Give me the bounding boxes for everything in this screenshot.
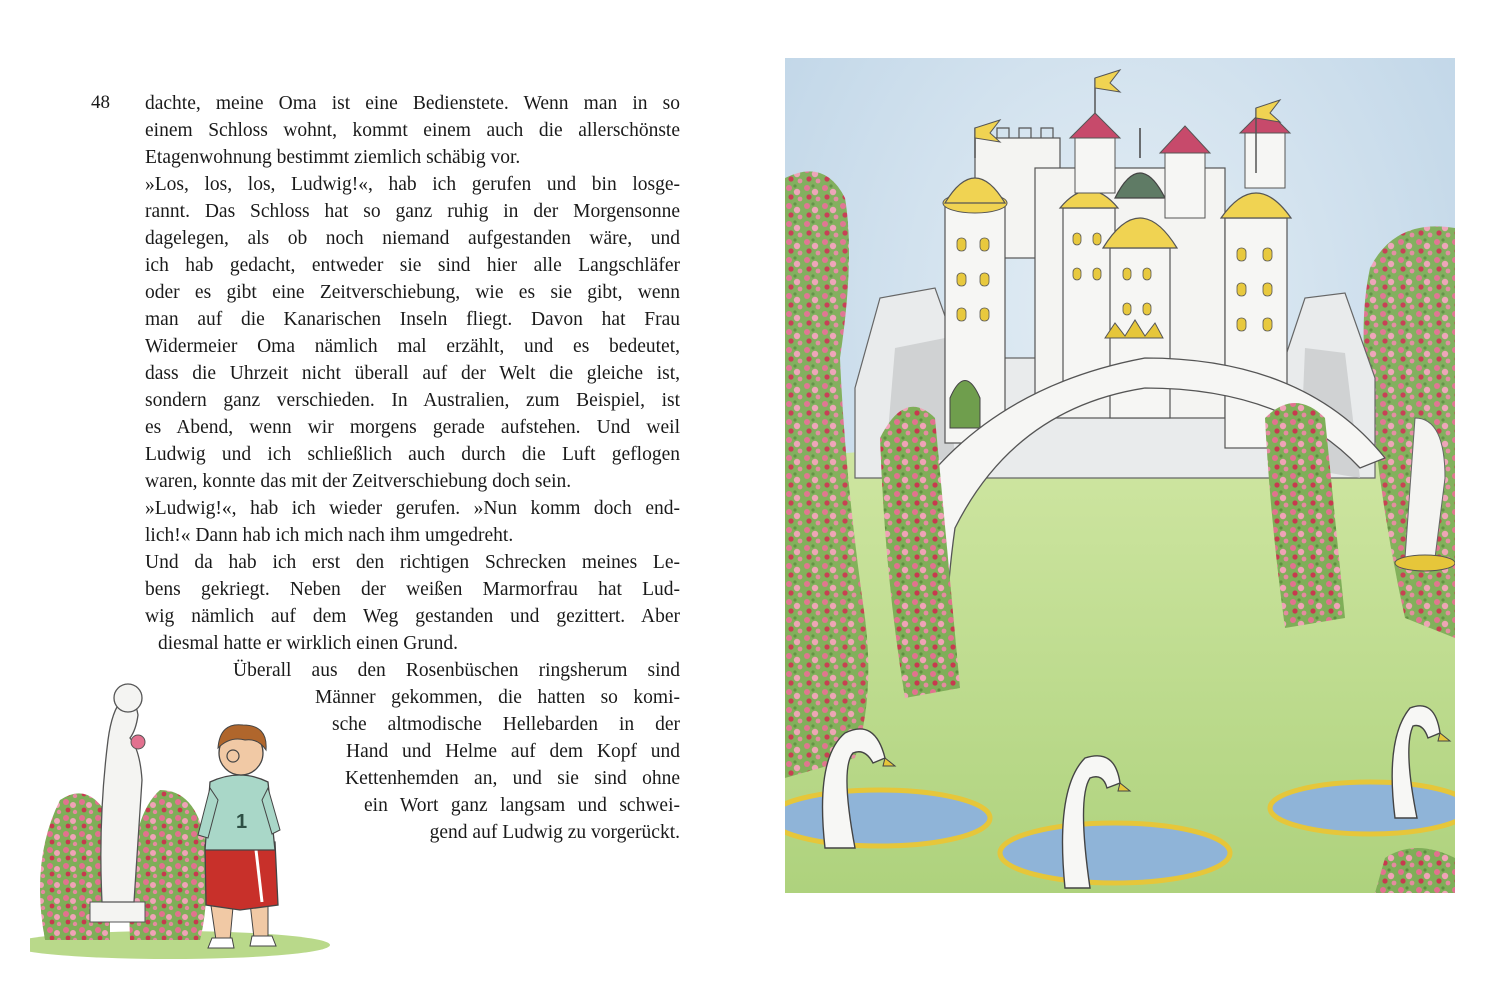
text-line: Etagenwohnung bestimmt ziemlich schäbig vor. bbox=[145, 147, 521, 168]
text-line: dagelegen, als ob noch niemand aufgestanden wäre, und bbox=[145, 228, 680, 249]
text-line: oder es gibt eine Zeitverschiebung, wie es sie gibt, wenn bbox=[145, 282, 680, 303]
text-line: waren, konnte das mit der Zeitverschiebung doch sein. bbox=[145, 471, 572, 492]
text-line: Und da hab ich erst den richtigen Schrecken meines Le- bbox=[145, 552, 680, 573]
boy-statue-illustration bbox=[30, 670, 370, 960]
text-line: sondern ganz verschieden. In Australien, zum Beispiel, ist bbox=[145, 390, 680, 411]
text-line: Überall aus den Rosenbüschen ringsherum sind bbox=[233, 660, 680, 681]
text-line: gend auf Ludwig zu vorgerückt. bbox=[429, 822, 680, 843]
text-line: dachte, meine Oma ist eine Bedienstete. Wenn man in so bbox=[145, 93, 680, 114]
text-line: Männer gekommen, die hatten so komi- bbox=[315, 687, 680, 708]
text-line: ein Wort ganz langsam und schwei- bbox=[364, 795, 680, 816]
text-line: dass die Uhrzeit nicht überall auf der Welt die gleiche ist, bbox=[145, 363, 680, 384]
text-line: rannt. Das Schloss hat so ganz ruhig in der Morgensonne bbox=[145, 201, 680, 222]
text-line: Hand und Helme auf dem Kopf und bbox=[346, 741, 680, 762]
page-number: 48 bbox=[91, 92, 110, 113]
text-line: sche altmodische Hellebarden in der bbox=[332, 714, 680, 735]
text-line: »Ludwig!«, hab ich wieder gerufen. »Nun komm doch end- bbox=[145, 498, 680, 519]
text-line: wig nämlich auf dem Weg gestanden und gezittert. Aber bbox=[145, 606, 680, 627]
text-line: es Abend, wenn wir morgens gerade aufstehen. Und weil bbox=[145, 417, 680, 438]
text-line: diesmal hatte er wirklich einen Grund. bbox=[158, 633, 458, 654]
text-line: lich!« Dann hab ich mich nach ihm umgedreht. bbox=[145, 525, 514, 546]
text-line: Widermeier Oma nämlich mal erzählt, und es bedeutet, bbox=[145, 336, 680, 357]
text-line: bens gekriegt. Neben der weißen Marmorfrau hat Lud- bbox=[145, 579, 680, 600]
text-line: Ludwig und ich schließlich auch durch die Luft geflogen bbox=[145, 444, 680, 465]
text-line: Kettenhemden an, und sie sind ohne bbox=[345, 768, 680, 789]
svg-text:1: 1 bbox=[236, 811, 248, 833]
castle-garden-illustration bbox=[785, 58, 1455, 893]
text-line: man auf die Kanarischen Inseln fliegt. Davon hat Frau bbox=[145, 309, 680, 330]
text-line: »Los, los, los, Ludwig!«, hab ich gerufen und bin losge- bbox=[145, 174, 680, 195]
text-line: einem Schloss wohnt, kommt einem auch die allerschönste bbox=[145, 120, 680, 141]
text-line: ich hab gedacht, entweder sie sind hier alle Langschläfer bbox=[145, 255, 680, 276]
